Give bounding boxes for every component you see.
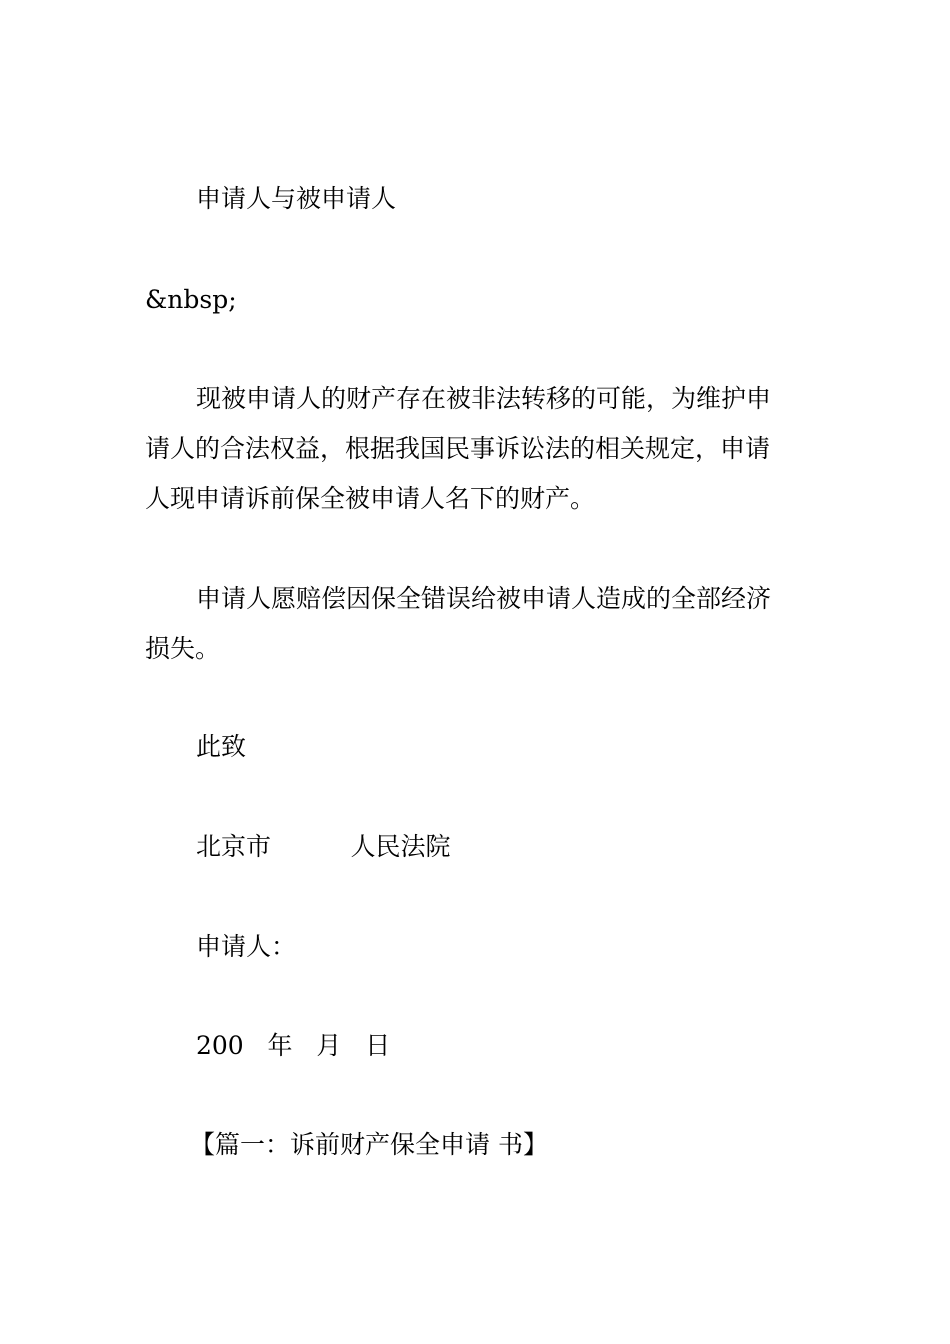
paragraph-line: 请人的合法权益，根据我国民事诉讼法的相关规定，申请 [145,434,771,463]
applicant-signature-label: 申请人： [196,932,297,961]
date-line: 200 年 月 日 [196,1031,391,1060]
parties-heading: 申请人与被申请人 [196,184,397,213]
paragraph-line: 人现申请诉前保全被申请人名下的财产。 [145,484,596,513]
section-title: 【篇一：诉前财产保全申请 书】 [190,1130,548,1159]
paragraph-line: 现被申请人的财产存在被非法转移的可能，为维护申 [196,384,772,413]
paragraph-line: 申请人愿赔偿因保全错误给被申请人造成的全部经济 [196,584,772,613]
nbsp-literal-text: &nbsp; [145,285,237,314]
paragraph-line: 损失。 [145,634,221,663]
court-addressee: 北京市 人民法院 [196,832,451,861]
salutation: 此致 [196,732,247,761]
